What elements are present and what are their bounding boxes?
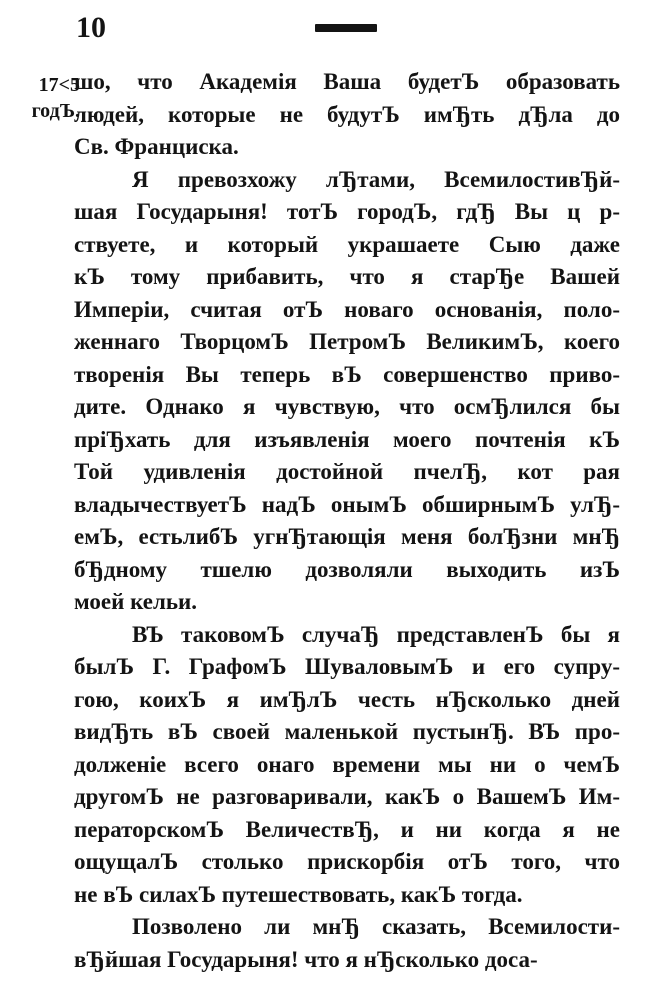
text-line: гою, коихЪ я имЂлЪ честь нЂсколько дней	[74, 686, 620, 712]
text-line: емЪ, естьлибЪ угнЂтающія меня болЂзни мнЂ	[74, 524, 620, 549]
text-line: долженіе всего онаго времени мы ни о чемЪ	[74, 751, 620, 777]
text-line: ператорскомЪ ВеличествЂ, и ни когда я не	[74, 816, 620, 842]
text-line: не вЪ силахЪ путешествовать, какЪ тогда.	[74, 881, 523, 907]
text-line: владычествуетЪ надЪ онымЪ обширнымЪ улЂ-	[74, 491, 620, 517]
text-line: шая Государыня! тотЪ городЪ, гдЂ Вы ц р-	[74, 199, 620, 224]
body-text	[74, 66, 620, 976]
margin-note-label: годЪ.	[31, 100, 80, 122]
margin-note-year: 17<5	[38, 74, 80, 96]
text-line: творенія Вы теперь вЪ совершенство приво-	[74, 361, 620, 387]
text-line: ствуете, и который украшаете Сыю даже	[74, 231, 620, 257]
text-line: Я превозхожу лЂтами, ВсемилостивЂй-	[132, 166, 620, 192]
header-rule-ornament	[315, 24, 377, 32]
text-line: пріЂхать для изъявленія моего почтенія кЪ	[74, 426, 620, 452]
text-line: вЂйшая Государыня! что я нЂсколько доса-	[74, 946, 538, 972]
text-line: Имперіи, считая отЪ новаго основанія, поло-	[74, 296, 620, 322]
text-line: шо, что Академія Ваша будетЪ образовать	[74, 69, 620, 94]
text-line: бЂдному тшелю дозволяли выходить изЪ	[74, 556, 620, 582]
page-number: 10	[76, 11, 106, 44]
text-line: людей, которые не будутЪ имЂть дЂла до	[74, 101, 620, 127]
text-line: Св. Франциска.	[74, 134, 239, 159]
text-line: дите. Однако я чувствую, что осмЂлился бы	[74, 394, 620, 419]
text-line: видЂть вЪ своей маленькой пустынЂ. ВЪ про-	[74, 719, 620, 744]
text-line: кЪ тому прибавить, что я старЂе Вашей	[74, 264, 620, 289]
text-line: Позволено ли мнЂ сказать, Всемилости-	[132, 914, 620, 939]
margin-note	[14, 72, 80, 124]
text-line: женнаго ТворцомЪ ПетромЪ ВеликимЪ, коего	[74, 329, 620, 354]
text-line: былЪ Г. ГрафомЪ ШуваловымЪ и его супру-	[74, 654, 620, 679]
text-line: ощущалЪ столько прискорбія отЪ того, что	[74, 849, 620, 874]
text-line: Той удивленія достойной пчелЂ, кот рая	[74, 459, 620, 484]
text-line: ВЪ таковомЪ случаЂ представленЪ бы я	[132, 621, 620, 647]
text-line: моей кельи.	[74, 589, 198, 614]
text-line: другомЪ не разговаривали, какЪ о ВашемЪ Им-	[74, 784, 620, 809]
